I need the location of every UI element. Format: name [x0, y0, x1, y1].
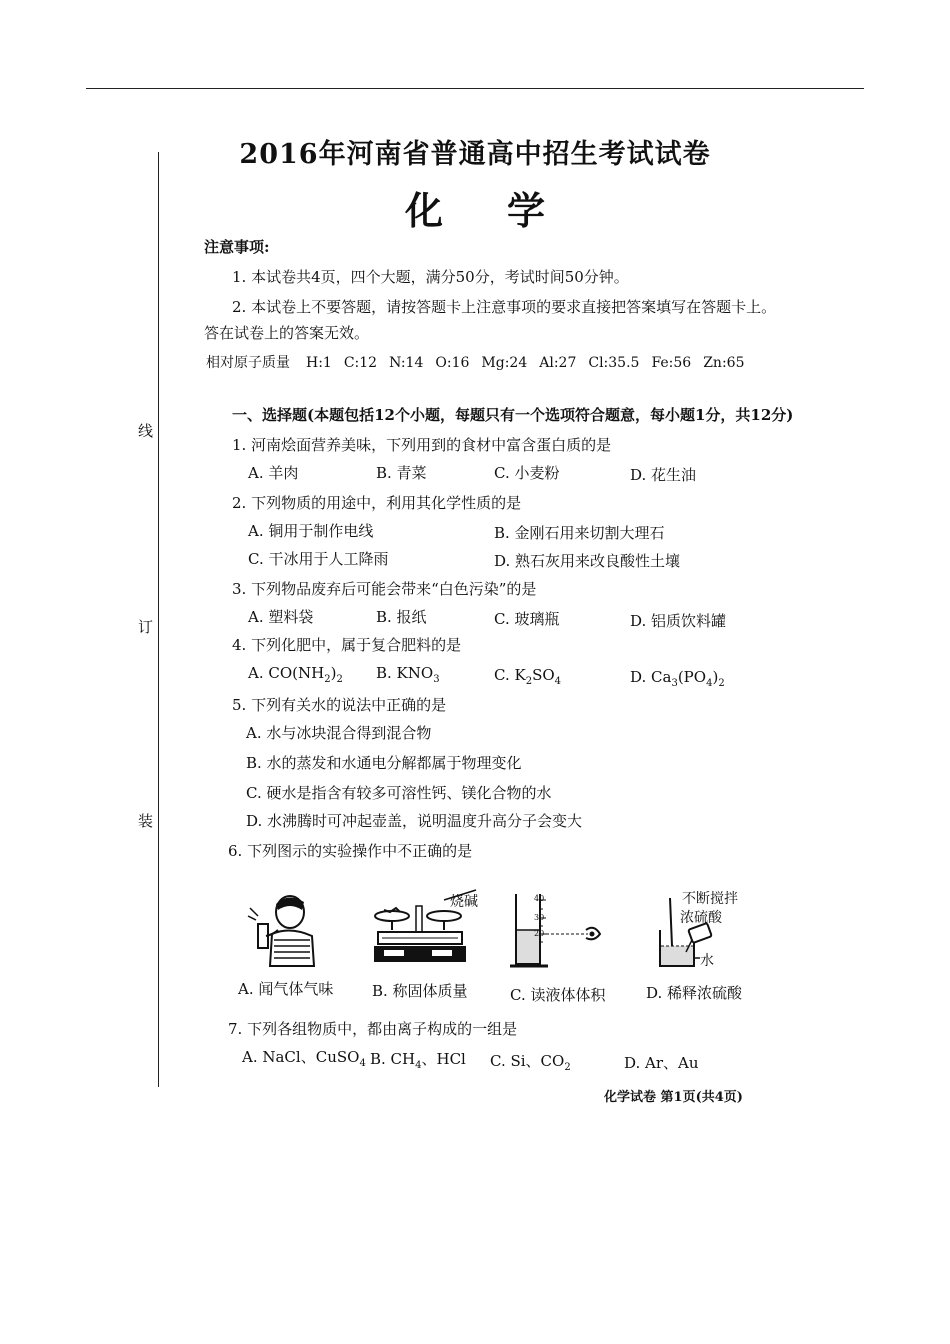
question-6-stem: 6. 下列图示的实验操作中不正确的是 [228, 842, 473, 860]
label-caustic-soda: 烧碱 [450, 894, 478, 910]
mass-o: O:16 [435, 355, 470, 371]
binding-label-xian: 线 [138, 422, 154, 440]
mass-zn: Zn:65 [703, 355, 745, 371]
q1-option-b: B. 青菜 [376, 464, 427, 482]
q7-option-a: A. NaCl、CuSO$_4$ [242, 1048, 366, 1069]
subject-title: 化学 [404, 188, 609, 233]
q1-option-a: A. 羊肉 [248, 464, 299, 482]
notice-item-2: 2. 本试卷上不要答题，请按答题卡上注意事项的要求直接把答案填写在答题卡上。 [232, 298, 777, 316]
mass-mg: Mg:24 [481, 355, 528, 371]
q1-option-d: D. 花生油 [630, 466, 697, 484]
label-conc-acid: 浓硫酸 [680, 910, 722, 926]
q3-option-d: D. 铝质饮料罐 [630, 612, 727, 630]
notice-heading: 注意事项: [204, 238, 270, 256]
q4-option-c: C. $K_2SO_4$ [494, 666, 562, 687]
notice-item-2-cont: 答在试卷上的答案无效。 [204, 324, 370, 342]
q3-option-c: C. 玻璃瓶 [494, 610, 560, 628]
atomic-masses [206, 352, 756, 372]
mass-c: C:12 [343, 355, 378, 371]
q6-option-d: D. 稀释浓硫酸 [646, 984, 743, 1002]
mass-al: Al:27 [539, 355, 577, 371]
q7-option-d: D. Ar、Au [624, 1054, 699, 1072]
tick-20: 20 [534, 929, 545, 938]
question-4-stem: 4. 下列化肥中，属于复合肥料的是 [232, 636, 462, 654]
masses-label: 相对原子质量 [206, 355, 290, 371]
q2-option-d: D. 熟石灰用来改良酸性土壤 [494, 552, 681, 570]
question-5-stem: 5. 下列有关水的说法中正确的是 [232, 696, 447, 714]
q2-option-a: A. 铜用于制作电线 [248, 522, 374, 540]
mass-fe: Fe:56 [651, 355, 692, 371]
q3-option-b: B. 报纸 [376, 608, 427, 626]
figure-graduated-cylinder [508, 890, 608, 970]
q3-option-a: A. 塑料袋 [248, 608, 314, 626]
q1-option-c: C. 小麦粉 [494, 464, 560, 482]
q5-option-d: D. 水沸腾时可冲起壶盖，说明温度升高分子会变大 [246, 812, 583, 830]
q7-option-b: B. $CH_4$、HCl [370, 1050, 466, 1071]
notice-item-1: 1. 本试卷共4页，四个大题，满分50分，考试时间50分钟。 [232, 268, 629, 286]
q4-option-a: A. $CO(NH_2)_2$ [248, 664, 343, 685]
question-1-stem: 1. 河南烩面营养美味，下列用到的食材中富含蛋白质的是 [232, 436, 612, 454]
q6-option-c: C. 读液体体积 [510, 986, 606, 1004]
q5-option-b: B. 水的蒸发和水通电分解都属于物理变化 [246, 754, 522, 772]
label-water: 水 [700, 953, 714, 969]
q2-option-b: B. 金刚石用来切割大理石 [494, 524, 665, 542]
q7-option-c: C. Si、$CO_2$ [490, 1052, 571, 1073]
question-3-stem: 3. 下列物品废弃后可能会带来“白色污染”的是 [232, 580, 537, 598]
q4-option-b: B. $KNO_3$ [376, 664, 440, 685]
binding-label-zhuang: 装 [138, 812, 154, 830]
q6-option-b: B. 称固体质量 [372, 982, 468, 1000]
label-keep-stirring: 不断搅拌 [682, 891, 738, 907]
top-rule [86, 88, 864, 89]
q5-option-c: C. 硬水是指含有较多可溶性钙、镁化合物的水 [246, 784, 552, 802]
tick-40: 40 [534, 894, 545, 903]
q2-option-c: C. 干冰用于人工降雨 [248, 550, 389, 568]
question-2-stem: 2. 下列物质的用途中，利用其化学性质的是 [232, 494, 522, 512]
question-7-stem: 7. 下列各组物质中，都由离子构成的一组是 [228, 1020, 518, 1038]
section-1-heading: 一、选择题(本题包括12个小题，每题只有一个选项符合题意，每小题1分，共12分) [232, 406, 794, 424]
mass-h: H:1 [306, 355, 332, 371]
q5-option-a: A. 水与冰块混合得到混合物 [246, 724, 432, 742]
exam-title: 2016年河南省普通高中招生考试试卷 [239, 139, 711, 170]
mass-cl: Cl:35.5 [588, 355, 640, 371]
binding-label-ding: 订 [138, 618, 154, 636]
tick-30: 30 [534, 913, 545, 922]
q6-option-a: A. 闻气体气味 [238, 980, 334, 998]
q4-option-d: D. $Ca_3(PO_4)_2$ [630, 668, 725, 689]
binding-line [158, 152, 159, 1087]
figure-smell-gas [244, 890, 320, 968]
page-footer: 化学试卷 第1页(共4页) [604, 1090, 743, 1105]
mass-n: N:14 [389, 355, 424, 371]
